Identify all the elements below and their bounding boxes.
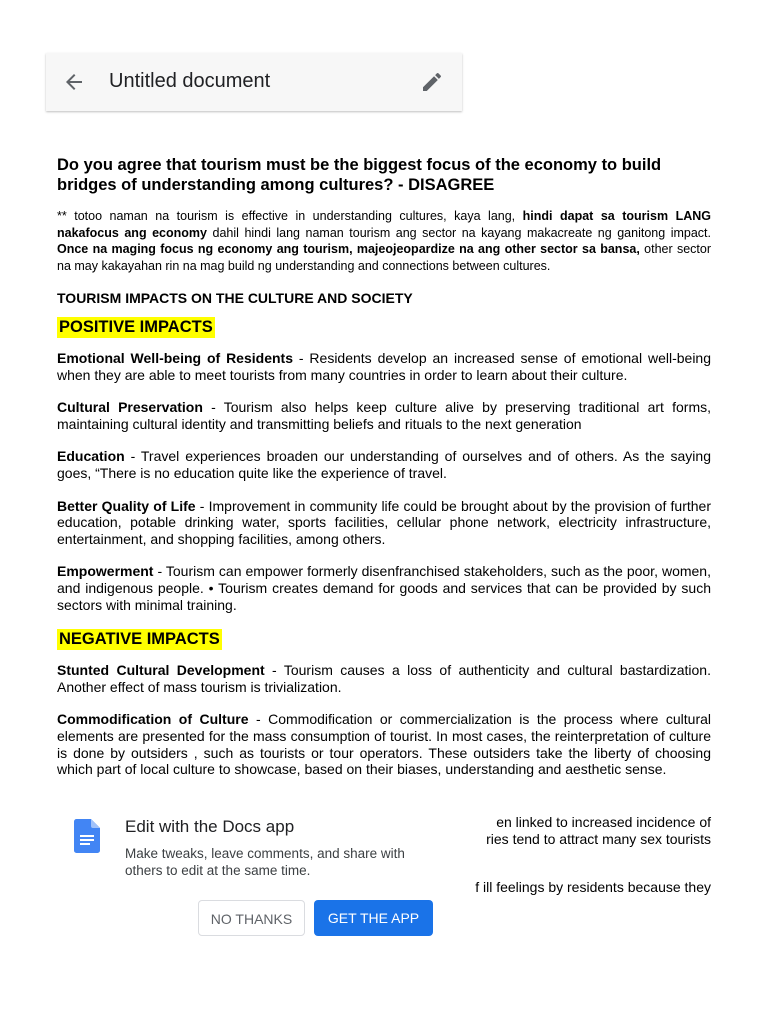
positive-item [57,350,711,383]
item-term: Empowerment [57,563,154,580]
intro-bold-2: Once na maging focus ng economy ang tourism, majeojeopardize na ang other sector sa bansa, [57,242,640,256]
negative-impacts-heading: NEGATIVE IMPACTS [59,630,220,649]
app-bar [46,53,462,111]
intro-bold-1: hindi dapat sa tourism LANG nakafocus ang economy [57,209,711,240]
item-text: - Improvement in community life could be brought about by the provision of further education, potable drinking water, sports facilities, cellular phone network, electricity infrastructure, entertainment, and shopping facilities, among others. [57,497,711,547]
item-text: - Travel experiences broaden our understanding of ourselves and of others. As the saying goes, “There is no education quite like the experience of travel. [57,448,711,481]
negative-item [57,662,711,695]
item-text: - Tourism also helps keep culture alive by preserving traditional art forms, maintaining cultural identity and transmitting beliefs and rituals to the next generation [57,399,711,432]
docs-app-prompt [46,796,460,996]
arrow-left-icon[interactable] [62,70,86,94]
item-text: - Tourism can empower formerly disenfranchised stakeholders, such as the poor, women, and indigenous people. • Tourism creates demand for goods and services that can be provided by such sectors with minimal training. [57,563,711,613]
positive-item [57,498,711,548]
partial-text-line: ries tend to attract many sex tourists [486,831,711,847]
document-body [57,155,711,792]
intro-paragraph [57,208,711,274]
intro-text-2: dahil hindi lang naman tourism ang sector na kayang makacreate ng ganitong impact. [206,225,711,240]
item-term: Better Quality of Life [57,497,196,514]
item-term: Emotional Well-being of Residents [57,350,293,366]
no-thanks-button[interactable]: NO THANKS [198,900,305,936]
positive-item [57,399,711,432]
partial-text-line: en linked to increased incidence of [496,814,711,830]
partial-text-line: f ill feelings by residents because they [475,879,711,895]
item-term: Education [57,448,125,465]
item-text: - Tourism causes a loss of authenticity and cultural bastardization. Another effect of mass tourism is trivialization. [57,662,711,695]
item-text: - Commodification or commercialization is the process where cultural elements are presented for the mass consumption of tourist. In most cases, the reinterpretation of culture is done by outsiders , such as tourists or tour operators. These outsiders take the liberty of choosing which part of local culture to showcase, based on their biases, understanding and aesthetic sense. [57,711,711,778]
prompt-title: Edit with the Docs app [125,817,295,836]
positive-item [57,563,711,613]
item-term: Stunted Cultural Development [57,662,265,679]
question-heading: Do you agree that tourism must be the biggest focus of the economy to build bridges of understanding among cultures? - DISAGREE [57,156,662,194]
google-docs-icon [74,819,100,853]
item-text: - Residents develop an increased sense of emotional well-being when they are able to meet tourists from many countries in order to learn about their culture. [57,350,711,383]
pencil-icon[interactable] [420,70,444,94]
intro-text-1: ** totoo naman na tourism is effective in understanding cultures, kaya lang, [57,209,523,223]
intro-text-3: other sector na may kakayahan rin na mag build ng understanding and connections between cultures. [57,242,711,273]
positive-item [57,448,711,481]
section-title: TOURISM IMPACTS ON THE CULTURE AND SOCIETY [57,290,413,306]
prompt-body: Make tweaks, leave comments, and share with others to edit at the same time. [125,846,405,878]
positive-impacts-heading: POSITIVE IMPACTS [59,318,213,336]
get-the-app-button[interactable]: GET THE APP [314,900,433,936]
item-term: Commodification of Culture [57,711,249,728]
document-title: Untitled document [109,70,271,92]
item-term: Cultural Preservation [57,399,203,416]
negative-item [57,711,711,777]
